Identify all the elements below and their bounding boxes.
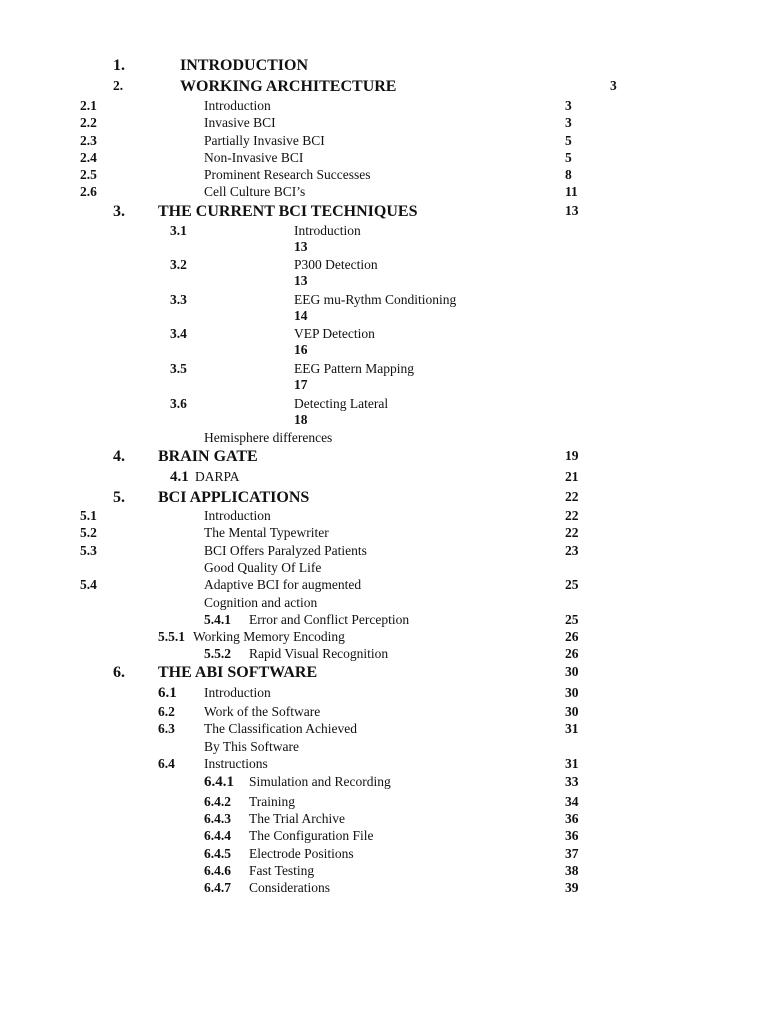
toc-entry-title: BCI APPLICATIONS [158,489,310,506]
toc-entry-title: VEP Detection [294,326,375,341]
toc-entry-number: 5.5.2 [204,646,231,661]
toc-entry-page: 33 [565,774,579,789]
toc-entry-page: 8 [565,167,572,182]
toc-entry-page: 23 [565,543,579,558]
toc-entry-number: 3. [113,203,125,220]
toc-entry-page: 37 [565,846,579,861]
toc-entry-number: 2.2 [80,115,97,130]
toc-entry-page: 21 [565,469,579,484]
toc-entry-title: P300 Detection [294,257,378,272]
toc-entry-page: 5 [565,133,572,148]
toc-entry-number: 4. [113,448,125,465]
toc-entry-page: 3 [610,78,617,93]
toc-entry-number: 6.4.2 [204,794,231,809]
toc-entry-number: 3.6 [170,396,187,411]
toc-entry-page: 16 [294,342,308,357]
toc-entry-title: Electrode Positions [249,846,354,861]
toc-entry-number: 5. [113,489,125,506]
toc-entry-number: 6. [113,664,125,681]
toc-entry-title: BRAIN GATE [158,448,258,465]
toc-entry-title: By This Software [204,739,299,754]
toc-entry-title: Simulation and Recording [249,774,391,789]
toc-entry-title: WORKING ARCHITECTURE [180,78,397,95]
toc-entry-page: 22 [565,525,579,540]
toc-entry-title: Invasive BCI [204,115,276,130]
toc-entry-number: 2. [113,78,124,93]
toc-entry-number: 5.2 [80,525,97,540]
toc-entry-title: EEG Pattern Mapping [294,361,414,376]
toc-entry-title: Training [249,794,296,809]
toc-entry-number: 6.2 [158,704,175,719]
toc-entry-number: 5.4.1 [204,612,231,627]
toc-entry-number: 6.1 [158,685,177,701]
toc-entry-title: Instructions [204,756,268,771]
toc-entry-title: Cell Culture BCI’s [204,184,306,199]
toc-entry-number: 1. [113,57,125,74]
toc-entry-page: 13 [294,239,308,254]
toc-entry-title: Good Quality Of Life [204,560,322,575]
toc-entry-number: 6.4.5 [204,846,231,861]
toc-entry-number: 2.5 [80,167,97,182]
toc-entry-page: 26 [565,646,579,661]
toc-entry-title: Considerations [249,880,330,895]
toc-entry-page: 30 [565,704,579,719]
toc-entry-title: Introduction [204,508,271,523]
toc-entry-page: 26 [565,629,579,644]
toc-entry-title: EEG mu-Rythm Conditioning [294,292,457,307]
toc-entry-page: 31 [565,721,579,736]
toc-entry-number: 6.4 [158,756,175,771]
toc-entry-page: 19 [565,448,579,463]
toc-entry-title: Introduction [204,98,271,113]
toc-entry-title: Cognition and action [204,595,318,610]
toc-entry-page: 31 [565,756,579,771]
toc-entry-page: 25 [565,612,579,627]
toc-entry-number: 5.5.1 [158,629,185,644]
toc-entry-title: The Configuration File [249,828,374,843]
toc-entry-title: Introduction [204,685,271,700]
toc-entry-title: Non-Invasive BCI [204,150,304,165]
toc-entry-page: 13 [294,273,308,288]
toc-entry-page: 11 [565,184,578,199]
toc-entry-number: 2.3 [80,133,97,148]
toc-entry-page: 30 [565,685,579,700]
toc-entry-title: Partially Invasive BCI [204,133,325,148]
toc-entry-title: Adaptive BCI for augmented [204,577,362,592]
toc-entry-page: 30 [565,664,579,679]
toc-entry-title: Introduction [294,223,361,238]
toc-entry-page: 14 [294,308,308,323]
toc-entry-page: 22 [565,508,579,523]
toc-entry-number: 6.4.7 [204,880,231,895]
toc-entry-title: Detecting Lateral [294,396,389,411]
toc-entry-title: The Trial Archive [249,811,345,826]
toc-entry-number: 6.4.3 [204,811,231,826]
toc-entry-title: Work of the Software [204,704,321,719]
toc-entry-title: INTRODUCTION [180,57,309,74]
toc-entry-title: Prominent Research Successes [204,167,371,182]
toc-entry-page: 3 [565,98,572,113]
toc-entry-number: 2.1 [80,98,97,113]
toc-entry-number: 6.3 [158,721,175,736]
toc-entry-number: 5.3 [80,543,97,558]
toc-entry-page: 25 [565,577,579,592]
toc-entry-title: DARPA [195,469,240,484]
toc-entry-page: 3 [565,115,572,130]
toc-entry-number: 2.4 [80,150,97,165]
toc-entry-number: 3.3 [170,292,187,307]
toc-entry-number: 4.1 [170,469,189,485]
toc-entry-page: 5 [565,150,572,165]
toc-entry-number: 5.1 [80,508,97,523]
toc-entry-page: 17 [294,377,308,392]
toc-entry-title: The Mental Typewriter [204,525,329,540]
toc-entry-title: Error and Conflict Perception [249,612,410,627]
toc-entry-page: 36 [565,811,579,826]
toc-entry-number: 3.5 [170,361,187,376]
toc-entry-title: BCI Offers Paralyzed Patients [204,543,367,558]
toc-entry-number: 3.1 [170,223,187,238]
toc-entry-number: 6.4.1 [204,774,234,790]
toc-entry-page: 36 [565,828,579,843]
toc-entry-number: 6.4.6 [204,863,231,878]
toc-entry-title: Working Memory Encoding [193,629,345,644]
toc-entry-number: 5.4 [80,577,97,592]
toc-entry-page: 18 [294,412,308,427]
toc-entry-page: 13 [565,203,579,218]
toc-entry-title: Fast Testing [249,863,315,878]
toc-entry-title: THE CURRENT BCI TECHNIQUES [158,203,418,220]
toc-entry-title: Hemisphere differences [204,430,333,445]
toc-entry-page: 38 [565,863,579,878]
toc-entry-title: The Classification Achieved [204,721,357,736]
toc-entry-page: 34 [565,794,579,809]
toc-entry-number: 2.6 [80,184,97,199]
toc-entry-page: 39 [565,880,579,895]
toc-entry-page: 22 [565,489,579,504]
toc-entry-title: Rapid Visual Recognition [249,646,389,661]
toc-entry-number: 6.4.4 [204,828,231,843]
toc-entry-number: 3.2 [170,257,187,272]
toc-entry-title: THE ABI SOFTWARE [158,664,318,681]
toc-entry-number: 3.4 [170,326,187,341]
